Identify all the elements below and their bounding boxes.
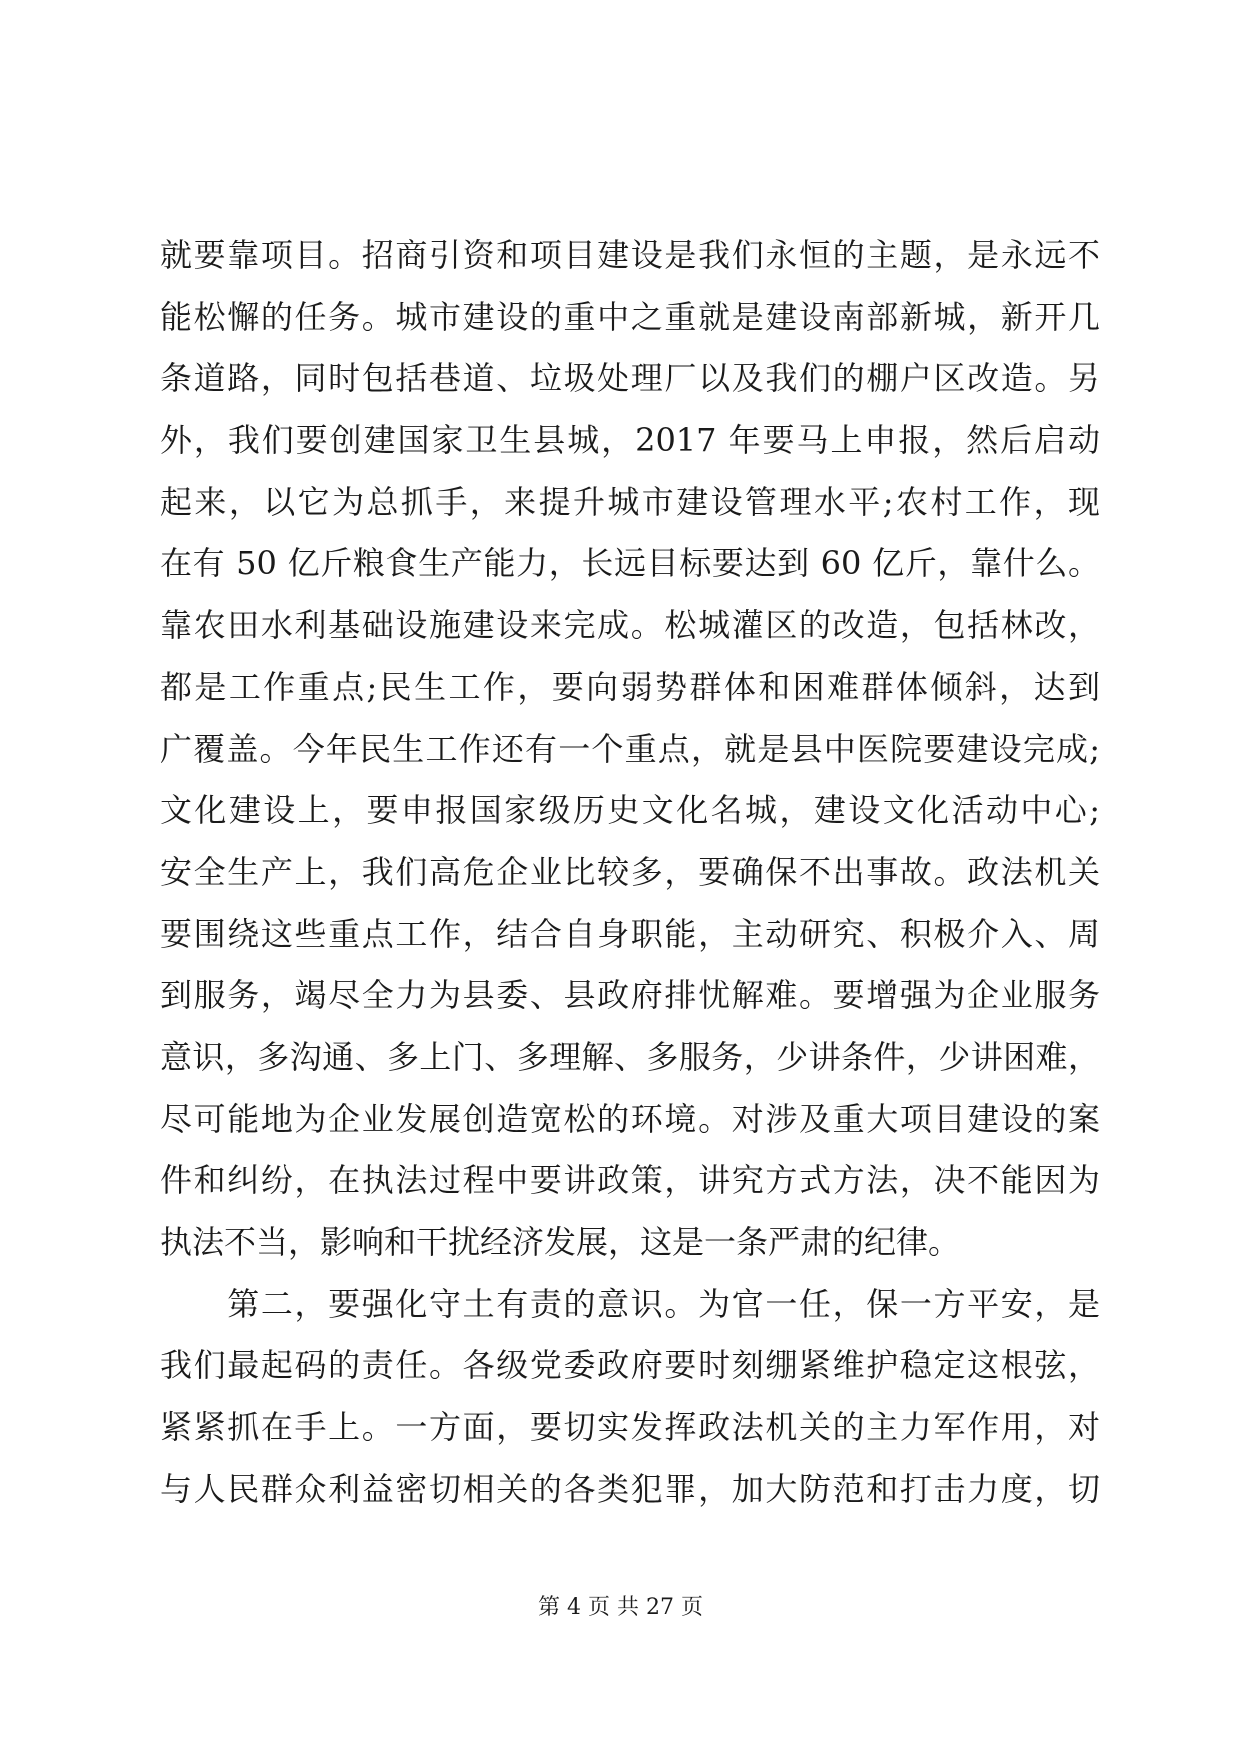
paragraph-start-line: 第二，要强化守土有责的意识。为官一任，保一方平安，是 (160, 1284, 1100, 1323)
text-line: 广覆盖。今年民生工作还有一个重点，就是县中医院要建设完成; (160, 729, 1100, 768)
page-footer: 第 4 页 共 27 页 (538, 1595, 703, 1620)
text-line: 意识，多沟通、多上门、多理解、多服务，少讲条件，少讲困难， (160, 1037, 1100, 1076)
text-line: 靠农田水利基础设施建设来完成。松城灌区的改造，包括林改， (160, 606, 1100, 645)
body-text (160, 225, 1100, 1520)
text-line: 起来，以它为总抓手，来提升城市建设管理水平;农村工作，现 (160, 482, 1100, 521)
text-line: 尽可能地为企业发展创造宽松的环境。对涉及重大项目建设的案 (160, 1099, 1100, 1138)
text-line: 与人民群众利益密切相关的各类犯罪，加大防范和打击力度，切 (160, 1469, 1100, 1508)
text-line: 安全生产上，我们高危企业比较多，要确保不出事故。政法机关 (160, 852, 1100, 891)
text-line: 要围绕这些重点工作，结合自身职能，主动研究、积极介入、周 (160, 914, 1100, 953)
text-line: 到服务，竭尽全力为县委、县政府排忧解难。要增强为企业服务 (160, 976, 1100, 1015)
text-line: 条道路，同时包括巷道、垃圾处理厂以及我们的棚户区改造。另 (160, 359, 1100, 398)
text-line: 我们最起码的责任。各级党委政府要时刻绷紧维护稳定这根弦， (160, 1346, 1100, 1385)
text-line: 在有 50 亿斤粮食生产能力，长远目标要达到 60 亿斤，靠什么。 (160, 544, 1100, 583)
text-line: 文化建设上，要申报国家级历史文化名城，建设文化活动中心; (160, 791, 1100, 830)
paragraph-end-line: 执法不当，影响和干扰经济发展，这是一条严肃的纪律。 (160, 1223, 961, 1261)
text-line: 都是工作重点;民生工作，要向弱势群体和困难群体倾斜，达到 (160, 667, 1100, 706)
text-line: 外，我们要创建国家卫生县城，2017 年要马上申报，然后启动 (160, 421, 1100, 460)
text-line: 能松懈的任务。城市建设的重中之重就是建设南部新城，新开几 (160, 297, 1100, 336)
text-line: 紧紧抓在手上。一方面，要切实发挥政法机关的主力军作用，对 (160, 1408, 1100, 1447)
text-line: 就要靠项目。招商引资和项目建设是我们永恒的主题，是永远不 (160, 236, 1100, 274)
text-line: 件和纠纷，在执法过程中要讲政策，讲究方式方法，决不能因为 (160, 1161, 1100, 1200)
